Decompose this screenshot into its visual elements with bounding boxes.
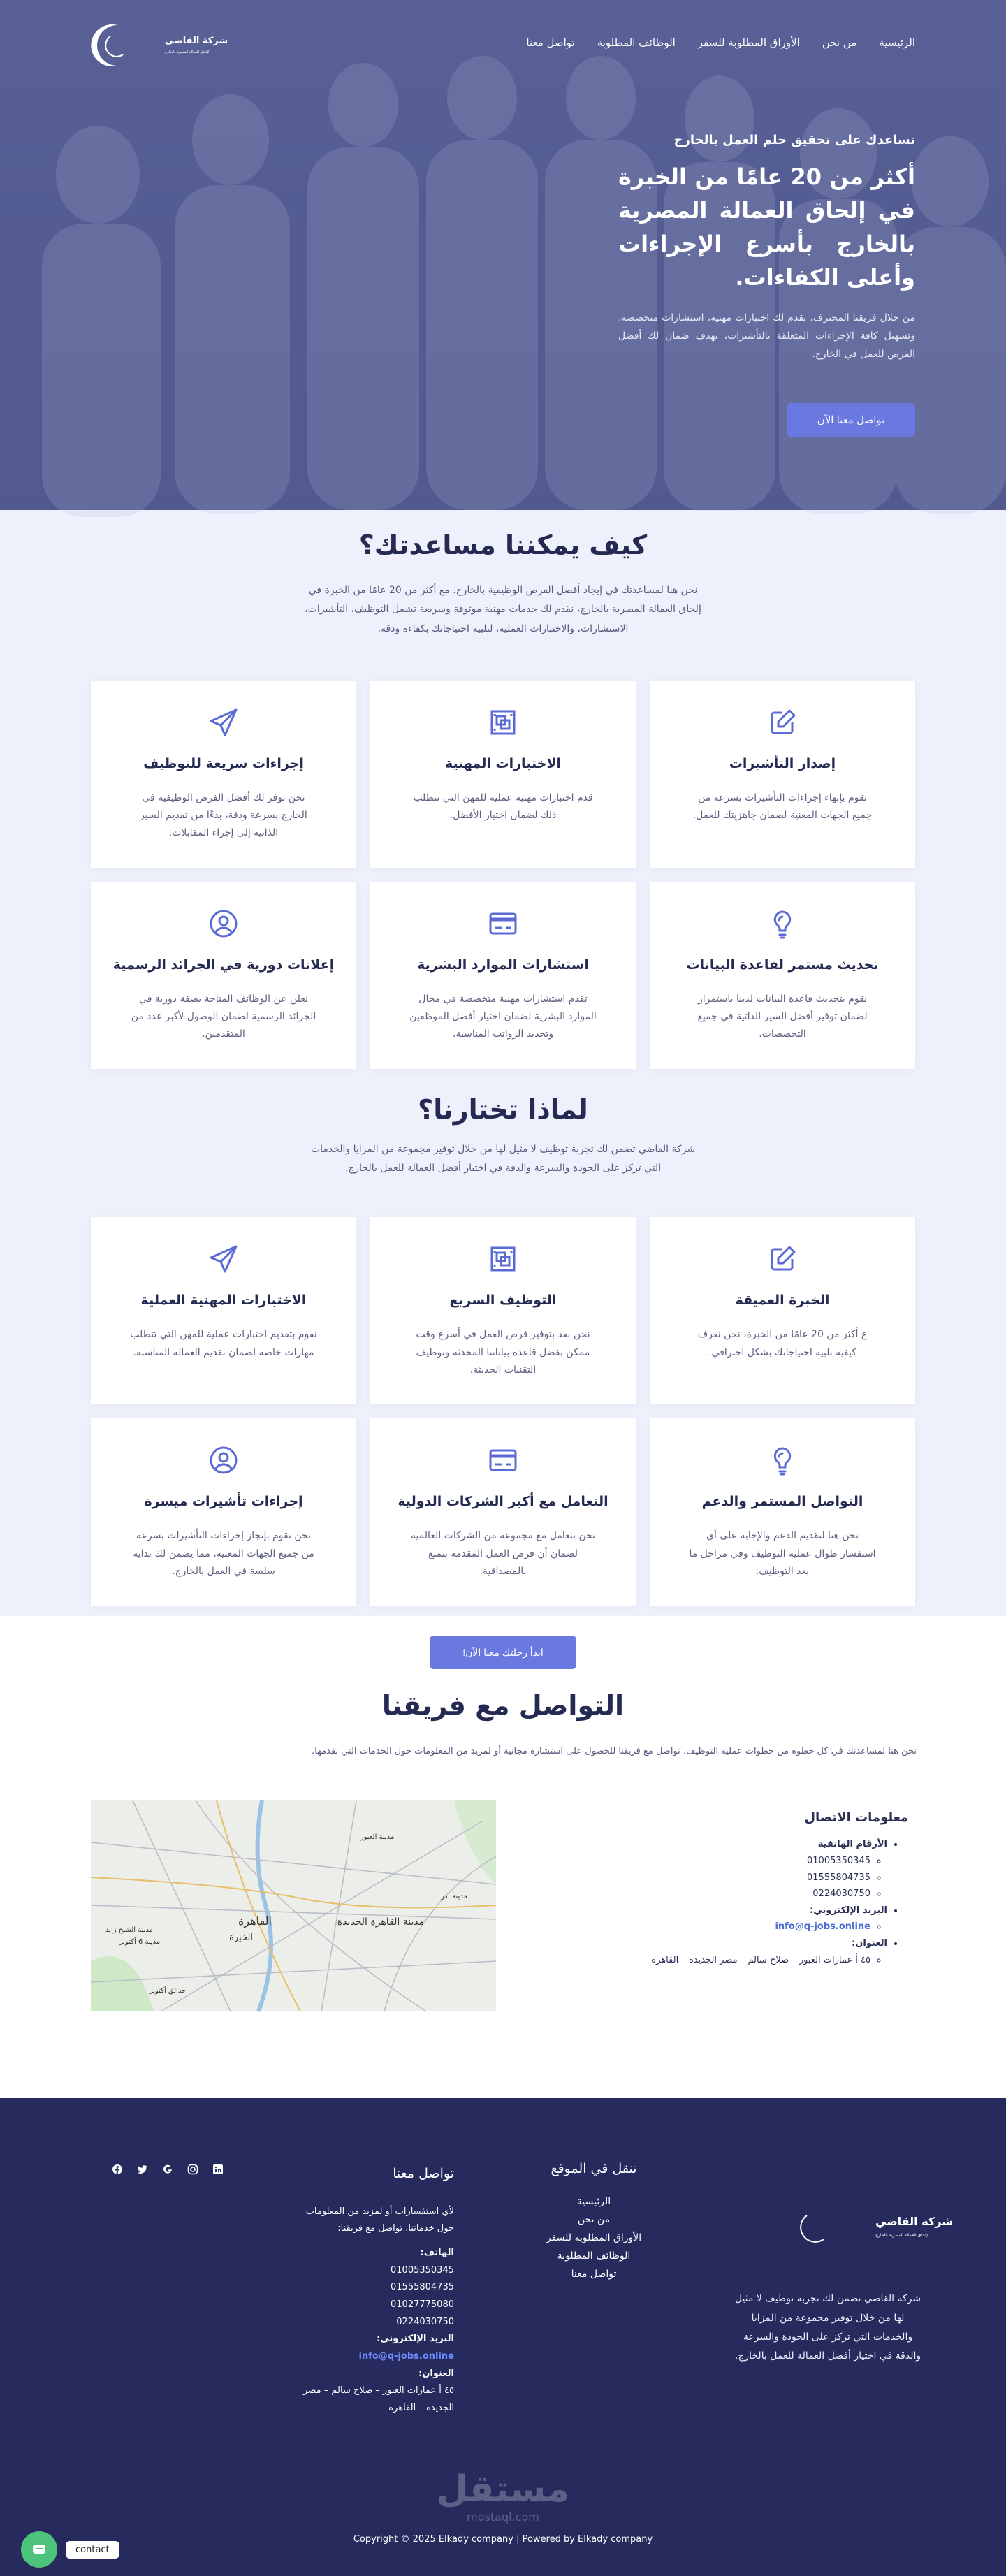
chat-bubble-icon[interactable] bbox=[21, 2531, 57, 2568]
card-text: نقوم بإنهاء إجراءات التأشيرات بسرعة من جميع الجهات المعنية لضمان جاهزيتك للعمل. bbox=[692, 792, 873, 822]
phone-number[interactable]: ◦ 0224030750 bbox=[587, 1889, 870, 1900]
why-us-grid bbox=[91, 1217, 915, 1609]
svg-text:مدينة بدر: مدينة بدر bbox=[441, 1893, 467, 1901]
card-text: نحن نوفر لك أفضل الفرص الوظيفية في الخارج بسرعة ودقة، بدءًا من تقديم السير الذاتية إلى إجراء المقابلات. bbox=[140, 792, 307, 839]
map-graphic bbox=[91, 1800, 496, 2011]
service-card bbox=[91, 1418, 356, 1606]
mostaql-watermark: مستقل mostaql.com bbox=[436, 2468, 570, 2524]
footer-address: ٤٥ أ عمارات العبور – صلاح سالم – مصر الجديدة – القاهرة bbox=[303, 2385, 454, 2414]
paper-plane-icon bbox=[91, 707, 356, 741]
contact-description: نحن هنا لمساعدتك في كل خطوة من خطوات عملية التوظيف. تواصل مع فريقنا للحصول على استشارة مجانية أو لمزيد من المعلومات حول الخدمات التي نقدمها. bbox=[312, 1746, 917, 1757]
service-card bbox=[91, 681, 356, 868]
service-card bbox=[370, 1418, 636, 1606]
service-card bbox=[91, 1217, 356, 1404]
service-card bbox=[370, 681, 636, 868]
card-title: التواصل المستمر والدعم bbox=[701, 1494, 863, 1510]
card-text: تقدم استشارات مهنية متخصصة في مجال الموارد البشرية لضمان اختيار أفضل الموظفين وتحديد الرواتب المناسبة. bbox=[409, 993, 597, 1040]
start-journey-button[interactable]: ابدأ رحلتك معنا الآن! bbox=[430, 1636, 576, 1669]
copyright-text: Copyright © 2025 Elkady company | Powered by Elkady company bbox=[353, 2534, 653, 2545]
chat-widget[interactable] bbox=[21, 2531, 119, 2568]
skills-test-icon bbox=[370, 707, 636, 741]
svg-text:مدينة الشيخ زايد: مدينة الشيخ زايد bbox=[105, 1926, 153, 1935]
services-section bbox=[0, 510, 1006, 1616]
footer-link-jobs[interactable]: الوظائف المطلوبة bbox=[557, 2250, 631, 2262]
card-title: الخبرة العميقة bbox=[735, 1293, 830, 1309]
card-title: إصدار التأشيرات bbox=[729, 755, 836, 771]
card-title: التعامل مع أكبر الشركات الدولية bbox=[398, 1494, 608, 1510]
card-text: نعلن عن الوظائف المتاحة بصفة دورية في الجرائد الرسمية لضمان الوصول لأكبر عدد من المتقدمين. bbox=[131, 993, 316, 1040]
card-text: نحن نتعامل مع مجموعة من الشركات العالمية لضمان أن فرص العمل المقدمة تتمتع بالمصداقية. bbox=[410, 1530, 596, 1577]
svg-text:شركة القاضي: شركة القاضي bbox=[165, 36, 228, 46]
svg-text:الخيرة: الخيرة bbox=[229, 1933, 253, 1944]
logo-crescent-icon bbox=[89, 21, 228, 70]
email-link[interactable]: info@q-jobs.online bbox=[775, 1921, 870, 1933]
services-description: نحن هنا لمساعدتك في إيجاد أفضل الفرص الوظيفية بالخارج. مع أكثر من 20 عامًا من الخبرة في إلحاق العمالة المصرية بالخارج، نقدم لك خدمات مهنية موثوقة وسريعة تشمل التوظيف، التأشيرات، الاستشارات، والاختبارات العملية، لتلبية احتياجاتك بكفاءة ودقة. bbox=[305, 585, 701, 634]
chat-label[interactable]: contact bbox=[66, 2541, 119, 2559]
user-circle-icon bbox=[91, 1445, 356, 1478]
hero-kicker: نساعدك على تحقيق حلم العمل بالخارج bbox=[673, 133, 915, 147]
linkedin-icon[interactable] bbox=[211, 2162, 225, 2176]
svg-text:مدينة القاهرة الجديدة: مدينة القاهرة الجديدة bbox=[337, 1916, 425, 1928]
lightbulb-icon bbox=[650, 1445, 915, 1478]
footer-link-home[interactable]: الرئيسية bbox=[576, 2196, 611, 2208]
phone-number[interactable]: ◦ 01005350345 bbox=[587, 1856, 870, 1867]
footer-navigation bbox=[524, 2161, 664, 2283]
paper-plane-icon bbox=[91, 1244, 356, 1277]
svg-text:حدائق أكتوبر: حدائق أكتوبر bbox=[149, 1987, 187, 1995]
svg-text:مدينة 6 أكتوبر: مدينة 6 أكتوبر bbox=[119, 1938, 161, 1946]
footer-contact bbox=[293, 2161, 454, 2417]
nav-link-contact[interactable]: تواصل معنا bbox=[526, 36, 575, 49]
service-card bbox=[650, 882, 915, 1069]
nav-link-travel-documents[interactable]: الأوراق المطلوبة للسفر bbox=[697, 36, 800, 49]
address-item: • العنوان: ◦ ٤٥ أ عمارات العبور – صلاح سالم – مصر الجديدة – القاهرة bbox=[587, 1938, 887, 1965]
id-card-icon bbox=[370, 1445, 636, 1478]
card-text: قدم اختبارات مهنية عملية للمهن التي تتطلب ذلك لضمان اختيار الأفضل. bbox=[413, 792, 593, 822]
footer-about-text: شركة القاضي تضمن لك تجربة توظيف لا مثيل لها من خلال توفير مجموعة من المزايا والخدمات التي تركز على الجودة والسرعة والدقة في اختيار أفضل العمالة للعمل بالخارج. bbox=[734, 2293, 921, 2362]
footer-phone[interactable]: 01027775080 bbox=[391, 2299, 454, 2311]
card-title: التوظيف السريع bbox=[449, 1293, 557, 1309]
hero-title: أكثر من 20 عامًا من الخبرة في إلحاق العمالة المصرية بالخارج بأسرع الإجراءات وأعلى الكفاءات. bbox=[618, 163, 916, 291]
service-card bbox=[370, 882, 636, 1069]
location-map[interactable] bbox=[91, 1800, 496, 2011]
contact-info bbox=[587, 1810, 908, 1971]
skills-test-icon bbox=[370, 1244, 636, 1277]
service-card bbox=[370, 1217, 636, 1404]
contact-info-title: معلومات الاتصال bbox=[804, 1810, 908, 1826]
card-text: نحن هنا لتقديم الدعم والإجابة على أي استفسار طوال عملية التوظيف وفي مراحل ما بعد التوظيف. bbox=[689, 1530, 876, 1577]
service-card bbox=[650, 1418, 915, 1606]
why-us-title: لماذا تختارنا؟ bbox=[418, 1093, 588, 1125]
main-menu bbox=[526, 36, 915, 49]
id-card-icon bbox=[370, 908, 636, 942]
footer-link-about[interactable]: من نحن bbox=[577, 2214, 611, 2226]
google-icon[interactable] bbox=[161, 2162, 175, 2176]
hero-description: من خلال فريقنا المحترف، نقدم لك اختبارات مهنية، استشارات متخصصة، وتسهيل كافة الإجراءات المتعلقة بالتأشيرات، بهدف ضمان لك أفضل الفرص للعمل في الخارج. bbox=[618, 312, 915, 360]
contact-title: التواصل مع فريقنا bbox=[381, 1690, 625, 1722]
svg-text:لإلحاق العمالة المصرية بالخارج: لإلحاق العمالة المصرية بالخارج bbox=[875, 2233, 929, 2239]
card-title: إعلانات دورية في الجرائد الرسمية bbox=[112, 956, 335, 973]
contact-now-button[interactable]: تواصل معنا الآن bbox=[787, 403, 915, 437]
service-card bbox=[650, 1217, 915, 1404]
card-title: الاختبارات المهنية bbox=[444, 755, 562, 771]
footer-contact-intro: لأي استفسارات أو لمزيد من المعلومات حول خدماتنا، تواصل مع فريقنا: bbox=[305, 2206, 454, 2234]
card-title: الاختبارات المهنية العملية bbox=[140, 1293, 307, 1309]
footer-email-label: البريد الإلكتروني: bbox=[377, 2334, 454, 2345]
services-grid bbox=[91, 681, 915, 1069]
hero-text bbox=[618, 133, 915, 364]
svg-text:شركة القاضي: شركة القاضي bbox=[875, 2215, 953, 2229]
facebook-icon[interactable] bbox=[110, 2162, 124, 2176]
top-navbar bbox=[0, 0, 1006, 84]
card-text: ع أكثر من 20 عامًا من الخبرة، نحن نعرف كيفية تلبية احتياجاتك بشكل احترافي. bbox=[697, 1329, 868, 1358]
card-title: استشارات الموارد البشرية bbox=[417, 956, 589, 973]
why-us-description: شركة القاضي تضمن لك تجربة توظيف لا مثيل لها من خلال توفير مجموعة من المزايا والخدمات التي تركز على الجودة والسرعة والدقة في اختيار أفضل العمالة للعمل بالخارج. bbox=[310, 1143, 696, 1174]
email-item: • البريد الإلكتروني: ◦ info@q-jobs.online bbox=[587, 1905, 887, 1933]
contact-section bbox=[0, 1690, 1006, 2098]
instagram-icon[interactable] bbox=[186, 2162, 200, 2176]
nav-link-jobs[interactable]: الوظائف المطلوبة bbox=[597, 36, 676, 49]
service-card bbox=[91, 882, 356, 1069]
footer-phone[interactable]: 01555804735 bbox=[391, 2282, 454, 2293]
nav-link-about[interactable]: من نحن bbox=[822, 36, 857, 49]
footer-about bbox=[734, 2195, 953, 2366]
edit-icon bbox=[650, 707, 915, 741]
footer-phone-label: الهاتف: bbox=[420, 2247, 454, 2258]
card-text: نقوم بتقديم اختبارات عملية للمهن التي تتطلب مهارات خاصة لضمان تقديم العمالة المناسبة. bbox=[130, 1329, 317, 1358]
nav-link-home[interactable]: الرئيسية bbox=[879, 36, 915, 49]
card-text: نحن نقوم بإنجاز إجراءات التأشيرات بسرعة من جميع الجهات المعنية، مما يضمن لك بداية سلسة في العمل بالخارج. bbox=[133, 1530, 314, 1577]
card-title: تحديث مستمر لقاعدة البيانات bbox=[686, 956, 879, 973]
service-card bbox=[650, 681, 915, 868]
twitter-icon[interactable] bbox=[136, 2162, 150, 2176]
card-text: نقوم بتحديث قاعدة البيانات لدينا باستمرار لضمان توفير أفضل السير الذاتية في جميع التخصصات. bbox=[697, 993, 868, 1040]
social-links bbox=[110, 2162, 225, 2176]
footer-email-link[interactable]: info@q-jobs.online bbox=[358, 2351, 454, 2362]
company-logo[interactable] bbox=[89, 21, 228, 70]
footer-link-contact[interactable]: تواصل معنا bbox=[571, 2269, 617, 2280]
svg-text:مدينة العبور: مدينة العبور bbox=[360, 1833, 395, 1842]
lightbulb-icon bbox=[650, 908, 915, 942]
card-text: نحن نعد بتوفير فرص العمل في أسرع وقت ممكن بفضل قاعدة بياناتنا المحدثة وتوظيف التقنيات الحديثة. bbox=[416, 1329, 590, 1376]
hero-section bbox=[0, 0, 1006, 510]
user-circle-icon bbox=[91, 908, 356, 942]
address-text: ◦ ٤٥ أ عمارات العبور – صلاح سالم – مصر الجديدة – القاهرة bbox=[587, 1955, 870, 1966]
footer-address-label: العنوان: bbox=[418, 2368, 454, 2379]
services-title: كيف يمكننا مساعدتك؟ bbox=[358, 530, 648, 560]
footer-logo[interactable] bbox=[779, 2195, 953, 2262]
site-footer bbox=[0, 2098, 1006, 2576]
phones-item: • الأرقام الهاتفية ◦ 01005350345 ◦ 01555804735 ◦ 0224030750 bbox=[587, 1839, 887, 1899]
card-title: إجراءات تأشيرات ميسرة bbox=[144, 1494, 303, 1510]
footer-link-travel-documents[interactable]: الأوراق المطلوبة للسفر bbox=[546, 2232, 642, 2244]
edit-icon bbox=[650, 1244, 915, 1277]
footer-phone[interactable]: 0224030750 bbox=[396, 2316, 454, 2327]
svg-text:القاهرة: القاهرة bbox=[238, 1914, 272, 1928]
footer-phone[interactable]: 01005350345 bbox=[391, 2264, 454, 2276]
svg-text:لإلحاق العمالة المصرية بالخارج: لإلحاق العمالة المصرية بالخارج bbox=[165, 50, 210, 54]
footer-contact-title: تواصل معنا bbox=[393, 2166, 454, 2182]
card-title: إجراءات سريعة للتوظيف bbox=[143, 755, 304, 771]
phone-number[interactable]: ◦ 01555804735 bbox=[587, 1872, 870, 1884]
footer-nav-title: تنقل في الموقع bbox=[551, 2161, 637, 2177]
contact-info-list bbox=[587, 1839, 908, 1965]
